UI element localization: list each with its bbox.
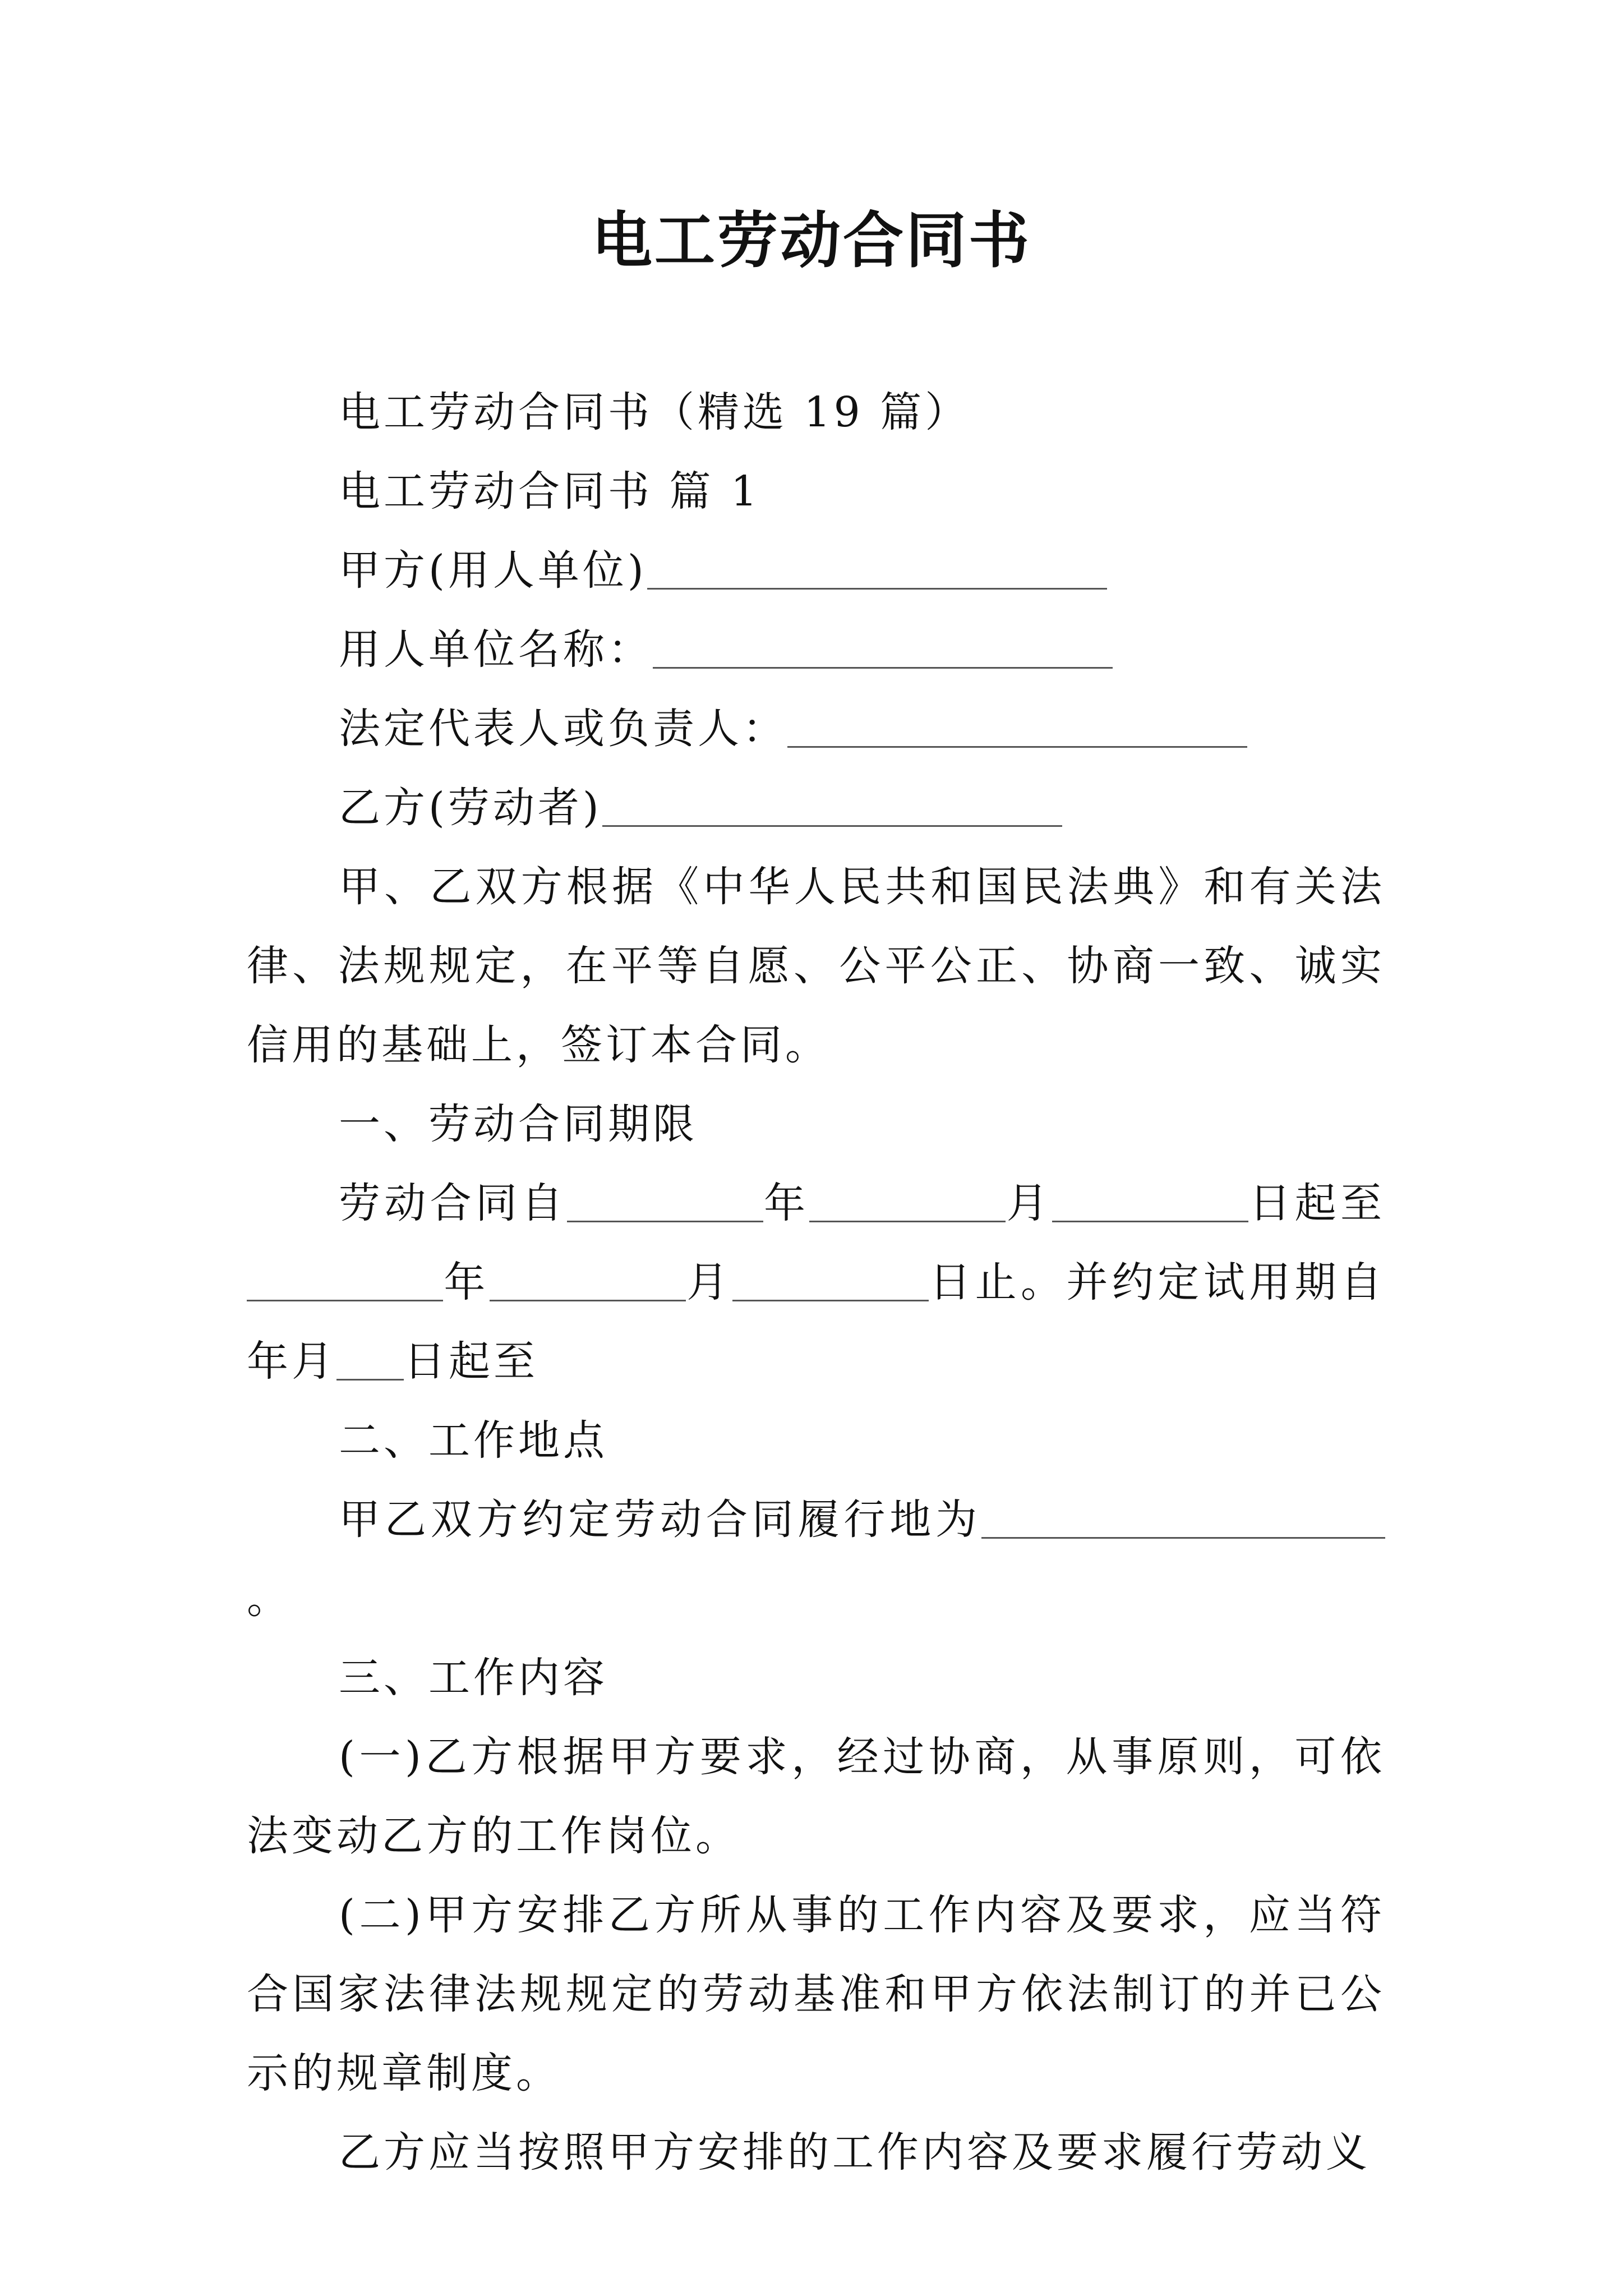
employer-name-label: 用人单位名称： [339, 625, 653, 674]
party-b-label: 乙方(劳动者) [339, 784, 602, 832]
probation-prefix: 年月 [247, 1337, 336, 1386]
party-b-blank [602, 784, 1062, 827]
employer-name-blank [653, 625, 1113, 669]
start-year-label: 年 [763, 1179, 810, 1227]
term-from-text: 日起至 [1248, 1179, 1386, 1227]
end-year-label: 年 [443, 1258, 490, 1306]
party-b-line [247, 769, 1385, 848]
party-a-label: 甲方(用人单位) [339, 546, 647, 595]
end-year-blank [247, 1258, 443, 1301]
work-place-blank [981, 1496, 1385, 1539]
end-day-blank [732, 1258, 929, 1301]
duty-paragraph: 乙方应当按照甲方安排的工作内容及要求履行劳动义 [339, 2128, 1371, 2177]
work-place-text: 甲乙双方约定劳动合同履行地为 [339, 1496, 981, 1544]
document-title: 电工劳动合同书 [591, 206, 1031, 276]
end-month-label: 月 [685, 1258, 732, 1306]
item-1-paragraph: (一)乙方根据甲方要求，经过协商，从事原则，可依法变动乙方的工作岗位。 [247, 1733, 1385, 1860]
document-body [247, 373, 1385, 2192]
start-year-blank [567, 1179, 763, 1222]
section-1-heading: 一、劳动合同期限 [339, 1100, 698, 1148]
start-day-blank [1052, 1179, 1248, 1222]
term-end-text: 日止。并约定试用期自 [928, 1258, 1386, 1306]
work-place-line [247, 1480, 1385, 1639]
end-month-blank [490, 1258, 686, 1301]
employer-name-line [247, 610, 1385, 689]
legal-rep-blank [787, 705, 1247, 748]
legal-rep-label: 法定代表人或负责人： [339, 705, 787, 753]
subtitle-line: 电工劳动合同书（精选 19 篇） [339, 388, 970, 436]
party-a-line [247, 531, 1385, 610]
start-month-label: 月 [1006, 1179, 1053, 1227]
chapter-heading: 电工劳动合同书 篇 1 [339, 467, 761, 516]
preamble-paragraph: 甲、乙双方根据《中华人民共和国民法典》和有关法律、法规规定，在平等自愿、公平公正、协商一致、诚实信用的基础上，签订本合同。 [247, 863, 1385, 1069]
contract-term-paragraph [247, 1164, 1385, 1401]
probation-day-blank [336, 1337, 404, 1381]
work-place-end: 。 [247, 1575, 292, 1623]
section-3-heading: 三、工作内容 [339, 1654, 608, 1702]
start-month-blank [809, 1179, 1006, 1222]
term-start-text: 劳动合同自 [339, 1179, 567, 1227]
section-2-heading: 二、工作地点 [339, 1416, 608, 1465]
party-a-blank [647, 546, 1107, 590]
probation-suffix: 日起至 [404, 1337, 538, 1386]
legal-rep-line [247, 689, 1385, 769]
item-2-paragraph: (二)甲方安排乙方所从事的工作内容及要求，应当符合国家法律法规规定的劳动基准和甲方依法制订的并已公示的规章制度。 [247, 1891, 1385, 2097]
